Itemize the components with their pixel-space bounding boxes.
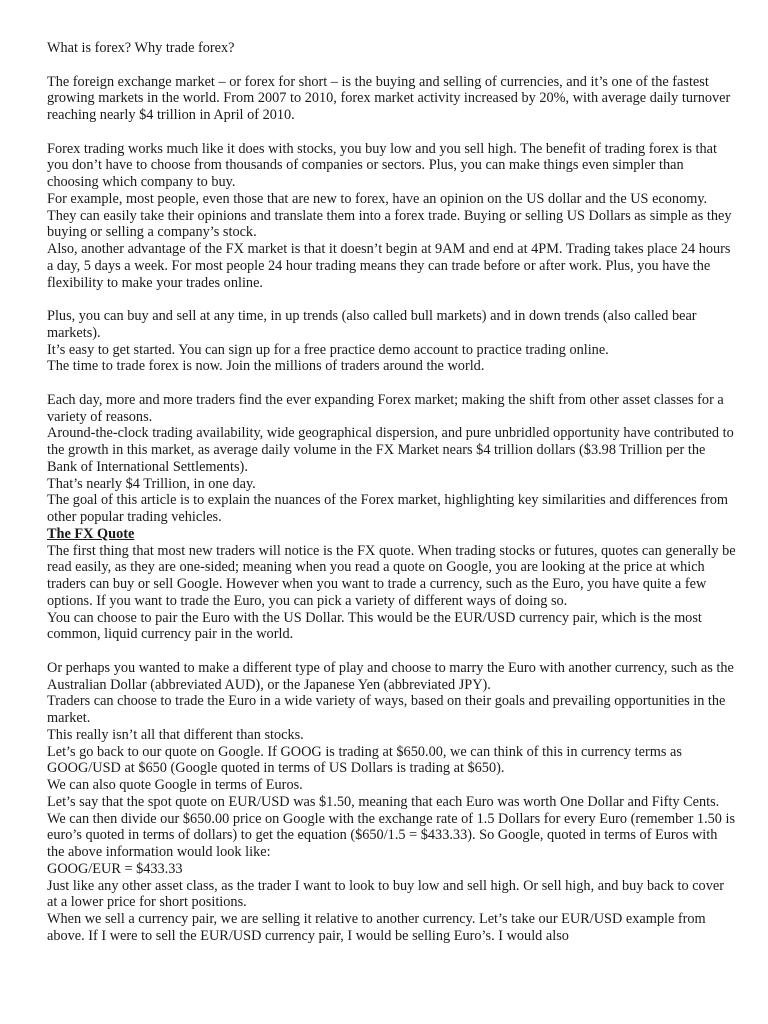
paragraph: When we sell a currency pair, we are selling it relative to another currency. Let’s take our EUR/USD example from above. If I were to sell the EUR/USD currency pair, I would be selling Euro’s. I would also [47,911,706,944]
document-body [47,40,737,945]
paragraph: Forex trading works much like it does with stocks, you buy low and you sell high. The benefit of trading forex is that you don’t have to choose from thousands of companies or sectors. Plus, you can make things even simpler than choosing which company to buy. [47,140,717,190]
paragraph-gap [47,291,737,308]
paragraph: That’s nearly $4 Trillion, in one day. [47,475,256,492]
paragraph: Plus, you can buy and sell at any time, in up trends (also called bull markets) and in down trends (also called bear markets). [47,308,697,341]
paragraph: Just like any other asset class, as the trader I want to look to buy low and sell high. Or sell high, and buy back to cover at a lower price for short positions. [47,877,724,911]
paragraph: You can choose to pair the Euro with the US Dollar. This would be the EUR/USD currency pair, which is the most common, liquid currency pair in the world. [47,609,702,643]
paragraph: The first thing that most new traders will notice is the FX quote. When trading stocks or futures, quotes can generally be read easily, as they are one-sided; meaning when you read a quote on Google, you are looking at the price at which traders can buy or sell Google. However when you want to trade a currency, such as the Euro, you have quite a few options. If you want to trade the Euro, you can pick a variety of different ways of doing so. [47,542,736,609]
paragraph: Let’s say that the spot quote on EUR/USD was $1.50, meaning that each Euro was worth One Dollar and Fifty Cents. We can then divide our $650.00 price on Google with the exchange rate of 1.5 Dollars for every Euro (remember 1.50 is euro’s quoted in terms of dollars) to get the equation ($650/1.5 = $433.33). So Google, quoted in terms of Euros with the above information would look like: [47,793,736,860]
doc-title: What is forex? Why trade forex? [47,40,235,56]
paragraph-gap [47,124,737,141]
paragraph-gap [47,57,737,74]
paragraph: Traders can choose to trade the Euro in a wide variety of ways, based on their goals and prevailing opportunities in the market. [47,693,726,726]
paragraph-gap [47,643,737,660]
paragraph: For example, most people, even those that are new to forex, have an opinion on the US dollar and the US economy. They can easily take their opinions and translate them into a forex trade. Buying or selling US Dollars as simple as they buying or selling a company’s stock. [47,190,732,241]
paragraph: Around-the-clock trading availability, wide geographical dispersion, and pure unbridled opportunity have contributed to the growth in this market, as average daily volume in the FX Market nears $4 trillion dollars ($3.98 Trillion per the Bank of International Settlements). [47,425,734,475]
paragraph: The goal of this article is to explain the nuances of the Forex market, highlighting key similarities and differences from other popular trading vehicles. [47,492,729,525]
paragraph-gap [47,375,737,392]
paragraph: Each day, more and more traders find the ever expanding Forex market; making the shift from other asset classes for a variety of reasons. [47,391,724,425]
paragraph: We can also quote Google in terms of Euros. [47,777,303,793]
paragraph: This really isn’t all that different than stocks. [47,726,304,743]
section-heading: The FX Quote [47,525,135,542]
paragraph: Let’s go back to our quote on Google. If GOOG is trading at $650.00, we can think of this in currency terms as GOOG/USD at $650 (Google quoted in terms of US Dollars is trading at $650). [47,743,682,777]
paragraph: Or perhaps you wanted to make a different type of play and choose to marry the Euro with another currency, such as the Australian Dollar (abbreviated AUD), or the Japanese Yen (abbreviated JPY). [47,659,734,693]
paragraph: It’s easy to get started. You can sign up for a free practice demo account to practice trading online. [47,341,609,358]
paragraph: The time to trade forex is now. Join the millions of traders around the world. [47,358,485,375]
paragraph: The foreign exchange market – or forex for short – is the buying and selling of currencies, and it’s one of the fastest growing markets in the world. From 2007 to 2010, forex market activity increased by 20%, with average daily turnover reaching nearly $4 trillion in April of 2010. [47,73,731,123]
equation-line: GOOG/EUR = $433.33 [47,860,183,877]
paragraph: Also, another advantage of the FX market is that it doesn’t begin at 9AM and end at 4PM. Trading takes place 24 hours a day, 5 days a week. For most people 24 hour trading means they can trade before or after work. Plus, you have the flexibility to make your trades online. [47,241,731,291]
